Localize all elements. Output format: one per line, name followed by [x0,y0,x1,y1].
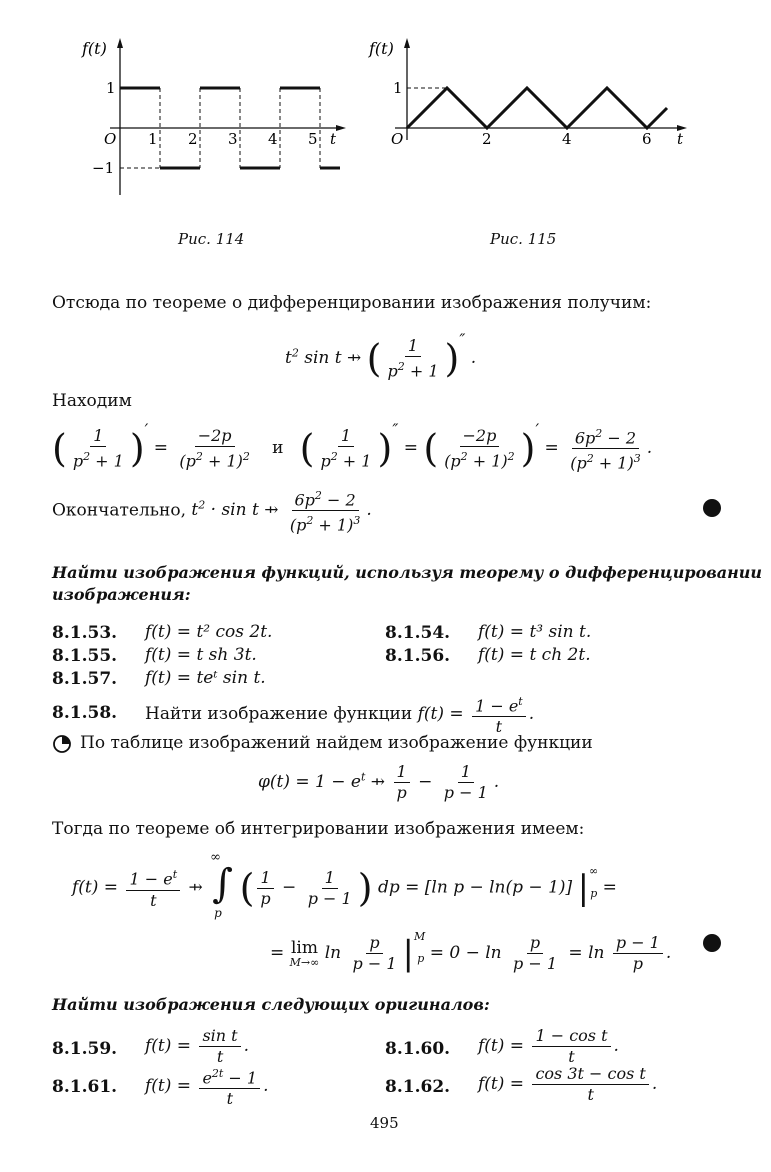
figure-115 [365,30,695,200]
problem-58-label: Найти изображение функции [145,704,413,725]
x-tick: 2 [482,130,492,148]
problem-formula: f(t) = t² cos 2t. [145,622,273,642]
x-tick: 6 [642,130,652,148]
x-tick: 3 [228,130,238,148]
problem-58-text: Найти изображение функции f(t) = $\frac{1 - e^t}{t}$ . [145,692,534,737]
x-tick: 2 [188,130,198,148]
problem-number: 8.1.61. [52,1077,118,1097]
problem-formula: f(t) = t³ sin t. [478,622,592,642]
task-intro-1: Найти изображения функций, используя теорему о дифференцировании [52,563,763,582]
caption-114: Рис. 114 [178,230,245,248]
end-of-solution-bullet [703,499,721,517]
paragraph-2: Находим [52,391,132,411]
problem-number: 8.1.56. [385,646,451,666]
problem-formula: f(t) = $\frac{\text{sin t}}{t}$ . [145,1026,250,1066]
y-axis-label: f(t) [82,39,107,58]
y-tick-neg-one: −1 [92,159,115,177]
y-tick-one: 1 [106,79,116,97]
origin-label: O [104,130,117,148]
problem-formula: f(t) = t ch 2t. [478,645,591,665]
task-intro-2: Найти изображения следующих оригиналов: [52,995,490,1014]
formula-phi: $\varphi(t) = 1 - e^t$ ⇸ $\frac{1}{p}$ − $\frac{1}{p - 1}$ . [258,762,500,802]
paragraph-6: Тогда по теореме об интегрировании изображения имеем: [52,819,585,839]
page-number: 495 [370,1114,399,1132]
problem-number: 8.1.60. [385,1039,451,1059]
paragraph-5: По таблице изображений найдем изображение функции [80,733,593,753]
problem-number: 8.1.58. [52,703,118,723]
y-tick-one: 1 [393,79,403,97]
solution-start-icon [52,734,72,754]
paragraph-1: Отсюда по теореме о дифференцировании изображения получим: [52,293,652,313]
final-word: Окончательно, [52,500,186,521]
problem-formula: f(t) = $\frac{e^{2t} - 1}{t}$ . [145,1064,269,1109]
problem-number: 8.1.54. [385,623,451,643]
problem-number: 8.1.59. [52,1039,118,1059]
figure-114 [80,30,350,200]
x-tick: 1 [148,130,158,148]
formula-integral: f(t) = $\frac{1 - e^t}{t}$ ⇸ ∞ ∫ p ( $\frac{1}{p}$ − $\frac{1}{p - 1}$ ) dp = [ln p − ln(p − 1)] $|^\infty_p$ = [72,850,617,920]
caption-115: Рис. 115 [490,230,557,248]
x-tick: 5 [308,130,318,148]
x-axis-label: t [330,130,337,148]
problem-number: 8.1.53. [52,623,118,643]
end-of-solution-bullet [703,934,721,952]
problem-formula: f(t) = $\frac{\text{cos 3t − cos t}}{t}$ . [478,1064,658,1104]
paragraph-3: Окончательно, $t^2 \cdot \sin t$ ⇸ $\frac{6p^2 - 2}{(p^2 + 1)^3}$ . [52,486,372,536]
x-tick: 4 [562,130,572,148]
x-axis-label: t [677,130,684,148]
problem-number: 8.1.55. [52,646,118,666]
problem-number: 8.1.57. [52,669,118,689]
problem-number: 8.1.62. [385,1077,451,1097]
x-tick: 4 [268,130,278,148]
task-intro-1b: изображения: [52,585,191,604]
problem-formula: f(t) = teᵗ sin t. [145,668,266,688]
formula-2: ( $\frac{1}{p^2 + 1}$ )′ = $\frac{-2p}{(p^2 + 1)^2}$ и ( $\frac{1}{p^2 + 1}$ )″ = ( $\frac{-2p}{(p^2 + 1)^2}$ )′ = $\frac{6p^2 - 2}{(p^2 + 1)^3}$ . [52,420,653,473]
origin-label: O [391,130,404,148]
formula-limit: = lim M→∞ ln $\frac{p}{p - 1}$ $|^M_p = 0 - \ln$ $\frac{p}{p - 1}$ = ln $\frac{p - 1}{p}$ . [270,930,672,974]
problem-formula: f(t) = t sh 3t. [145,645,257,665]
problem-formula: f(t) = $\frac{\text{1 − cos t}}{t}$ . [478,1026,619,1066]
y-axis-label: f(t) [369,39,394,58]
formula-1: $t^2$ sin t ⇸ ( $\frac{1}{p^2 + 1}$ )″ . [285,330,477,381]
and-word: и [272,438,284,458]
